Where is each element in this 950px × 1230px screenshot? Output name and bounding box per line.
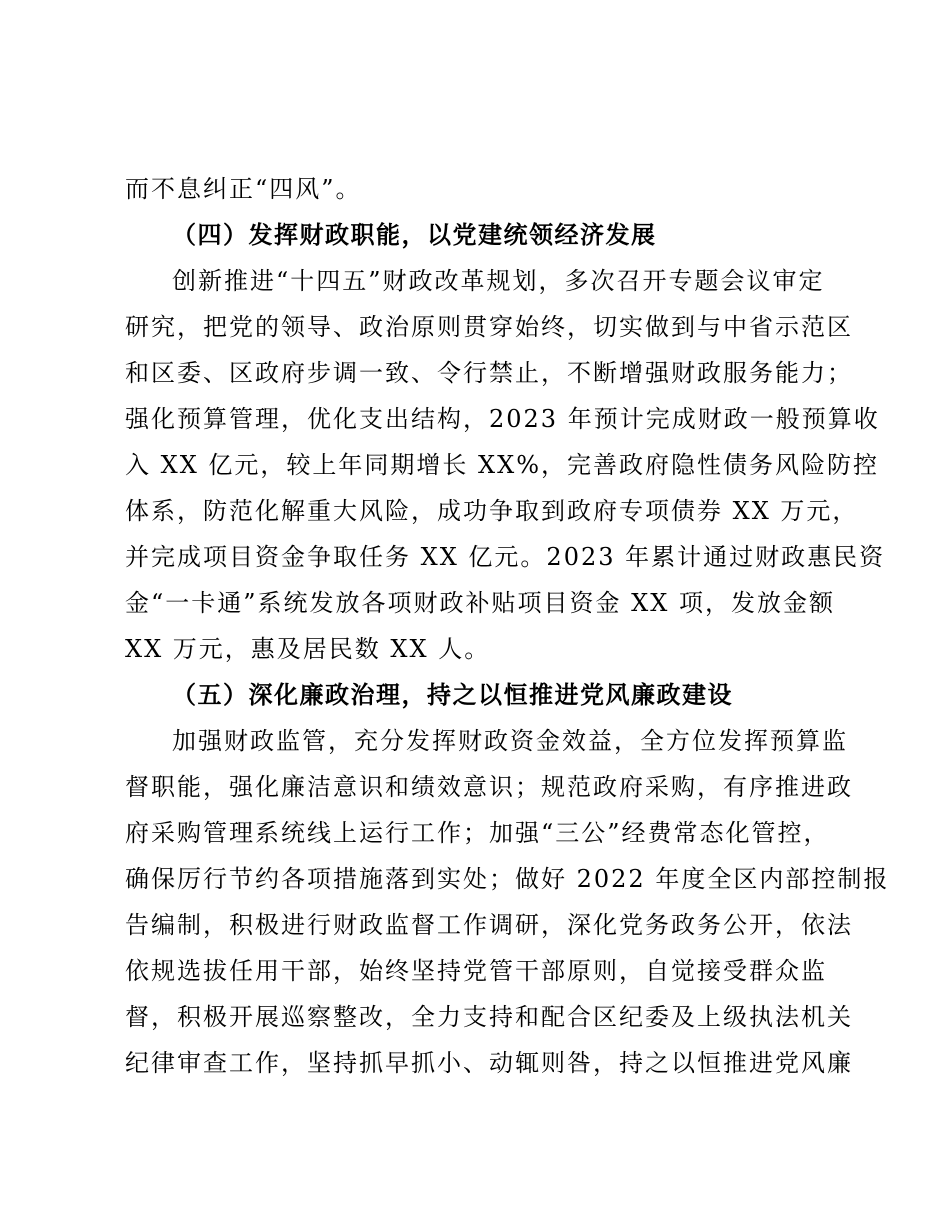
body-text-line: 金“一卡通”系统发放各项财政补贴项目资金 XX 项，发放金额 [125, 589, 835, 617]
body-text-line: XX 万元，惠及居民数 XX 人。 [125, 635, 491, 663]
section-heading-4: （四）发挥财政职能，以党建统领经济发展 [172, 220, 657, 249]
body-text-line: 府采购管理系统线上运行工作；加强“三公”经费常态化管控， [125, 819, 830, 847]
body-text-line: 确保厉行节约各项措施落到实处；做好 2022 年度全区内部控制报 [125, 865, 890, 893]
body-text-line: 加强财政监管，充分发挥财政资金效益，全方位发挥预算监 [172, 727, 848, 755]
section-heading-5: （五）深化廉政治理，持之以恒推进党风廉政建设 [172, 680, 733, 709]
body-text-line: 依规选拔任用干部，始终坚持党管干部原则，自觉接受群众监 [125, 957, 827, 985]
body-text-line: 和区委、区政府步调一致、令行禁止，不断增强财政服务能力； [125, 359, 853, 387]
body-text-line: 体系，防范化解重大风险，成功争取到政府专项债券 XX 万元， [125, 497, 859, 525]
body-text-line: 纪律审查工作，坚持抓早抓小、动辄则咎，持之以恒推进党风廉 [125, 1049, 853, 1077]
body-text-line: 创新推进“十四五”财政改革规划，多次召开专题会议审定 [172, 267, 825, 295]
body-text-line: 而不息纠正“四风”。 [125, 175, 362, 203]
body-text-line: 入 XX 亿元，较上年同期增长 XX%，完善政府隐性债务风险防控 [125, 451, 880, 479]
body-text-line: 督，积极开展巡察整改，全力支持和配合区纪委及上级执法机关 [125, 1003, 853, 1031]
body-text-line: 研究，把党的领导、政治原则贯穿始终，切实做到与中省示范区 [125, 313, 853, 341]
body-text-line: 强化预算管理，优化支出结构，2023 年预计完成财政一般预算收 [125, 405, 880, 433]
body-text-line: 并完成项目资金争取任务 XX 亿元。2023 年累计通过财政惠民资 [125, 543, 886, 571]
body-text-line: 告编制，积极进行财政监督工作调研，深化党务政务公开，依法 [125, 911, 853, 939]
body-text-line: 督职能，强化廉洁意识和绩效意识；规范政府采购，有序推进政 [125, 773, 853, 801]
